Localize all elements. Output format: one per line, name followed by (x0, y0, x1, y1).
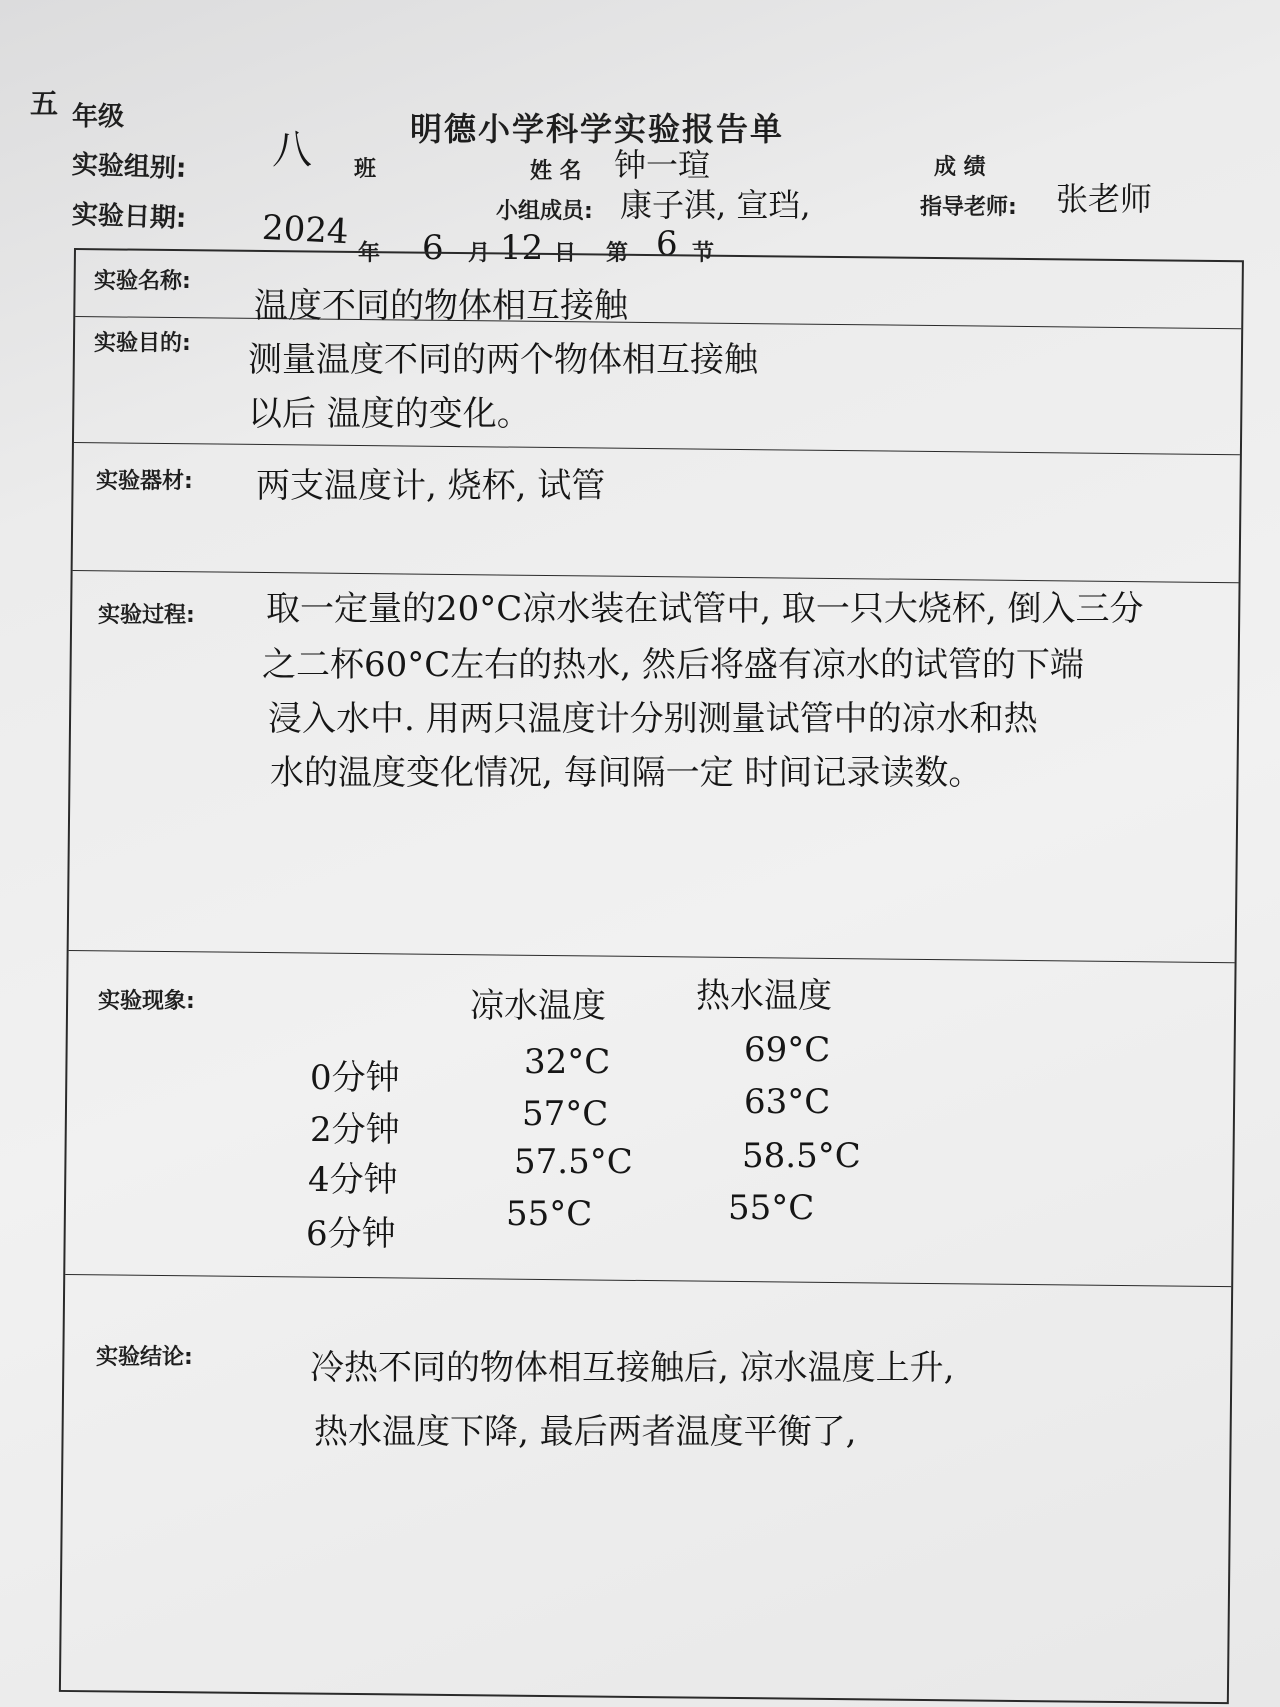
purpose-line-1: 测量温度不同的两个物体相互接触 (248, 340, 758, 380)
conclusion-line-2: 热水温度下降, 最后两者温度平衡了, (314, 1412, 857, 1452)
page-title: 明德小学科学实验报告单 (410, 110, 785, 148)
row-divider (65, 1274, 1231, 1287)
date-label: 实验日期: (71, 200, 187, 234)
row-divider (74, 442, 1240, 455)
process-line-1: 取一定量的20°C凉水装在试管中, 取一只大烧杯, 倒入三分 (266, 589, 1144, 629)
row-divider (69, 950, 1235, 963)
row-time: 0分钟 (310, 1058, 400, 1098)
row-hot: 69°C (744, 1030, 831, 1070)
date-period-label: 节 (692, 241, 715, 266)
row-hot: 63°C (744, 1082, 831, 1122)
date-month-label: 月 (468, 241, 491, 266)
row-cold: 57°C (522, 1094, 609, 1134)
name-value: 钟一瑄 (614, 146, 711, 184)
teacher-value: 张老师 (1056, 180, 1153, 218)
date-day: 12 (500, 228, 544, 268)
process-line-4: 水的温度变化情况, 每间隔一定 时间记录读数。 (270, 753, 983, 793)
process-label: 实验过程: (98, 603, 195, 628)
conclusion-label: 实验结论: (96, 1345, 193, 1370)
experiment-name-label: 实验名称: (94, 269, 191, 294)
date-period-prefix: 第 (606, 241, 629, 266)
materials-value: 两支温度计, 烧杯, 试管 (256, 466, 606, 506)
col-hot-header: 热水温度 (696, 976, 832, 1016)
row-divider (75, 316, 1241, 329)
date-month: 6 (422, 228, 444, 268)
materials-label: 实验器材: (96, 469, 193, 494)
grade-number: 五 (30, 87, 59, 120)
members-value: 康子淇, 宣珰, (620, 186, 811, 224)
process-line-3: 浸入水中. 用两只温度计分别测量试管中的凉水和热 (268, 699, 1038, 739)
teacher-label: 指导老师: (920, 195, 1017, 220)
report-table (59, 248, 1244, 1704)
date-year-label: 年 (358, 241, 381, 266)
date-day-label: 日 (554, 241, 577, 266)
experiment-name-value: 温度不同的物体相互接触 (254, 286, 628, 326)
group-label: 实验组别: (71, 150, 187, 184)
row-time: 6分钟 (306, 1214, 396, 1254)
class-value: 八 (272, 127, 312, 173)
row-cold: 55°C (506, 1194, 593, 1234)
date-year: 2024 (261, 207, 350, 253)
row-cold: 32°C (524, 1042, 611, 1082)
row-time: 4分钟 (308, 1160, 398, 1200)
row-hot: 58.5°C (742, 1136, 861, 1176)
date-period: 6 (656, 224, 678, 264)
members-label: 小组成员: (496, 199, 593, 224)
row-hot: 55°C (728, 1188, 815, 1228)
row-cold: 57.5°C (514, 1142, 633, 1182)
conclusion-line-1: 冷热不同的物体相互接触后, 凉水温度上升, (310, 1348, 955, 1388)
name-label: 姓 名 (530, 159, 582, 184)
class-label: 班 (354, 157, 377, 182)
purpose-line-2: 以后 温度的变化。 (248, 394, 531, 434)
purpose-label: 实验目的: (94, 331, 191, 356)
row-time: 2分钟 (310, 1110, 400, 1150)
process-line-2: 之二杯60°C左右的热水, 然后将盛有凉水的试管的下端 (262, 645, 1084, 685)
grade-label: 年级 (72, 102, 125, 132)
phenomenon-label: 实验现象: (98, 989, 195, 1014)
col-cold-header: 凉水温度 (470, 986, 606, 1026)
score-label: 成 绩 (934, 155, 986, 180)
